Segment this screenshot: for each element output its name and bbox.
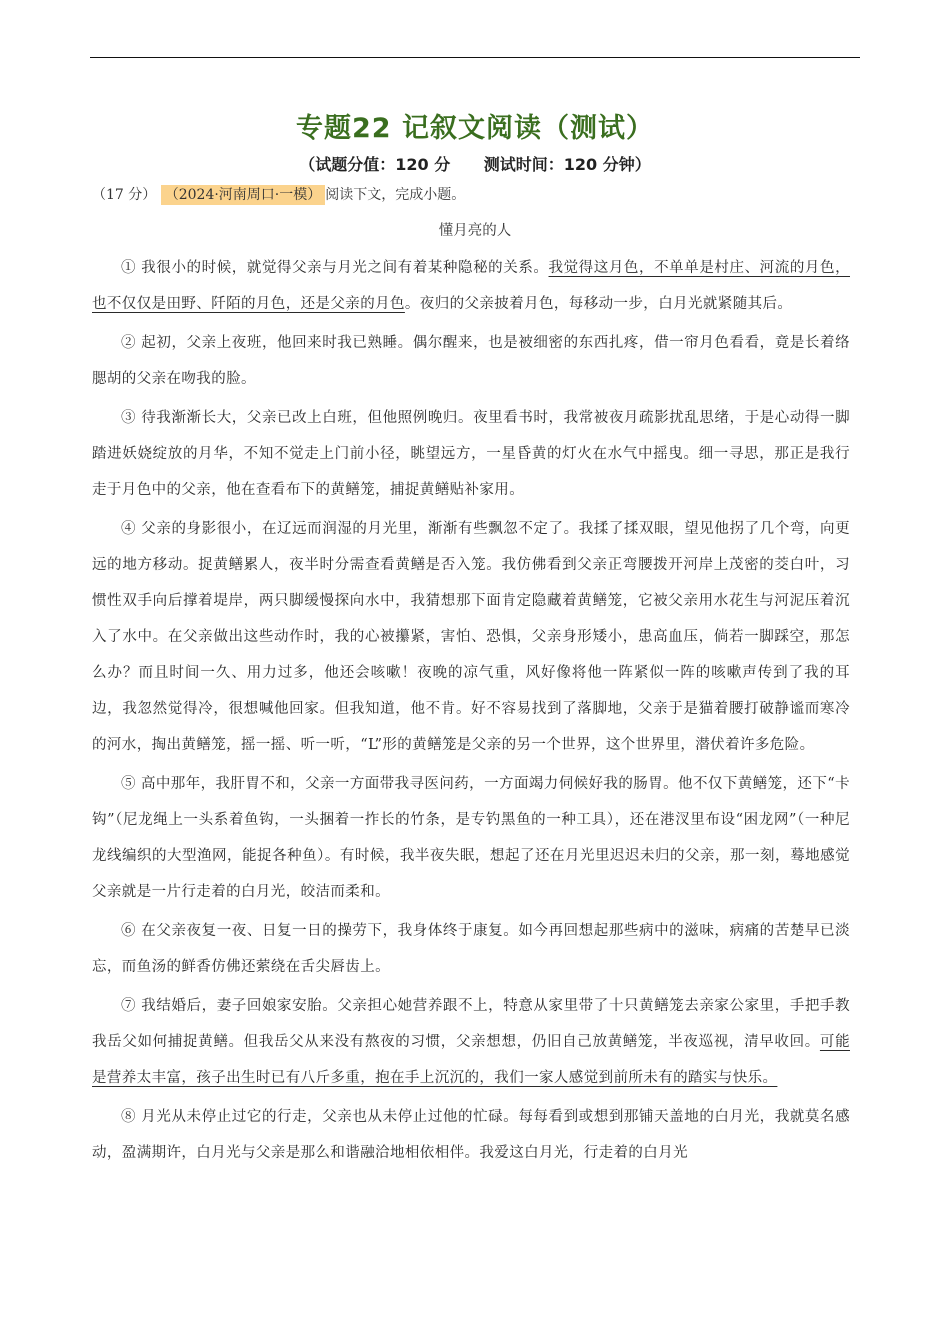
- paragraph-text: ⑤ 高中那年，我肝胃不和，父亲一方面带我寻医问药，一方面竭力伺候好我的肠胃。他不仅下黄鳝笼，还下“卡钩”（尼龙绳上一头系着鱼钩，一头捆着一拃长的竹条，是专钓黑鱼的一种工具），还在港汊里布设“困龙网”（一种尼龙线编织的大型渔网，能捉各种鱼）。有时候，我半夜失眠，想起了还在月光里迟迟未归的父亲，那一刻，蓦地感觉父亲就是一片行走着的白月光，皎洁而柔和。: [92, 776, 850, 900]
- paragraph-text: ⑦ 我结婚后，妻子回娘家安胎。父亲担心她营养跟不上，特意从家里带了十只黄鳝笼去亲家公家里，手把手教我岳父如何捕捉黄鳝。但我岳父从来没有熬夜的习惯，父亲想想，仍旧自己放黄鳝笼，半夜巡视，清早收回。: [92, 998, 850, 1050]
- article-body: [92, 250, 850, 1174]
- article-title: 懂月亮的人: [438, 223, 512, 239]
- paragraph-text: ② 起初，父亲上夜班，他回来时我已熟睡。偶尔醒来，也是被细密的东西扎疼，借一帘月色看看，竟是长着络腮胡的父亲在吻我的脸。: [92, 335, 850, 387]
- paragraph-text: ⑧ 月光从未停止过它的行走，父亲也从未停止过他的忙碌。每每看到或想到那铺天盖地的白月光，我就莫名感动，盈满期许，白月光与父亲是那么和谐融洽地相依相伴。我爱这白月光，行走着的白月光: [92, 1109, 850, 1161]
- time-info: 测试时间：120 分钟）: [483, 155, 651, 174]
- score-info: （试题分值：120 分: [299, 155, 451, 174]
- paragraph-8: [92, 1099, 850, 1171]
- instruction-text: 阅读下文，完成小题。: [325, 187, 466, 203]
- top-rule: [90, 57, 860, 58]
- underlined-sentence: 可能是营养太丰富，孩子出生时已有八斤多重，抱在手上沉沉的，我们一家人感觉到前所未有的踏实与快乐。: [92, 1034, 850, 1086]
- question-intro: [92, 184, 465, 204]
- underlined-sentence: 我觉得这月色，不单单是村庄、河流的月色，也不仅仅是田野、阡陌的月色，还是父亲的月色: [92, 260, 850, 312]
- paragraph-text: ① 我很小的时候，就觉得父亲与月光之间有着某种隐秘的关系。: [121, 260, 549, 276]
- paragraph-1: [92, 250, 850, 322]
- paragraph-text: ④ 父亲的身影很小，在辽远而润湿的月光里，渐渐有些飘忽不定了。我揉了揉双眼，望见他拐了几个弯，向更远的地方移动。捉黄鳝累人，夜半时分需查看黄鳝是否入笼。我仿佛看到父亲正弯腰拨开河岸上茂密的茭白叶，习惯性双手向后撑着堤岸，两只脚缓慢探向水中，我猜想那下面肯定隐藏着黄鳝笼，它被父亲用水花生与河泥压着沉入了水中。在父亲做出这些动作时，我的心被攥紧，害怕、恐惧，父亲身形矮小，患高血压，倘若一脚踩空，那怎么办？而且时间一久、用力过多，他还会咳嗽！夜晚的凉气重，风好像将他一阵紧似一阵的咳嗽声传到了我的耳边，我忽然觉得冷，很想喊他回家。但我知道，他不肯。好不容易找到了落脚地，父亲于是猫着腰打破静谧而寒冷的河水，掏出黄鳝笼，摇一摇、听一听，“L”形的黄鳝笼是父亲的另一个世界，这个世界里，潜伏着许多危险。: [92, 521, 850, 753]
- paragraph-7: [92, 988, 850, 1096]
- source-tag: （2024·河南周口·一模）: [161, 185, 326, 205]
- paragraph-text: ⑥ 在父亲夜复一夜、日复一日的操劳下，我身体终于康复。如今再回想起那些病中的滋味，病痛的苦楚早已淡忘，而鱼汤的鲜香仿佛还萦绕在舌尖唇齿上。: [92, 923, 850, 975]
- paragraph-2: [92, 325, 850, 397]
- paragraph-text: ③ 待我渐渐长大，父亲已改上白班，但他照例晚归。夜里看书时，我常被夜月疏影扰乱思绪，于是心动得一脚踏进妖娆绽放的月华，不知不觉走上门前小径，眺望远方，一星昏黄的灯火在水气中摇曳。细一寻思，那正是我行走于月色中的父亲，他在查看布下的黄鳝笼，捕捉黄鳝贴补家用。: [92, 410, 850, 498]
- page-title: 专题22 记叙文阅读（测试）: [296, 113, 654, 144]
- paragraph-4: [92, 511, 850, 763]
- paragraph-5: [92, 766, 850, 910]
- points-label: （17 分）: [92, 187, 157, 203]
- test-info: [0, 152, 950, 175]
- paragraph-6: [92, 913, 850, 985]
- paragraph-text: 。夜归的父亲披着月色，每移动一步，白月光就紧随其后。: [404, 296, 793, 312]
- paragraph-3: [92, 400, 850, 508]
